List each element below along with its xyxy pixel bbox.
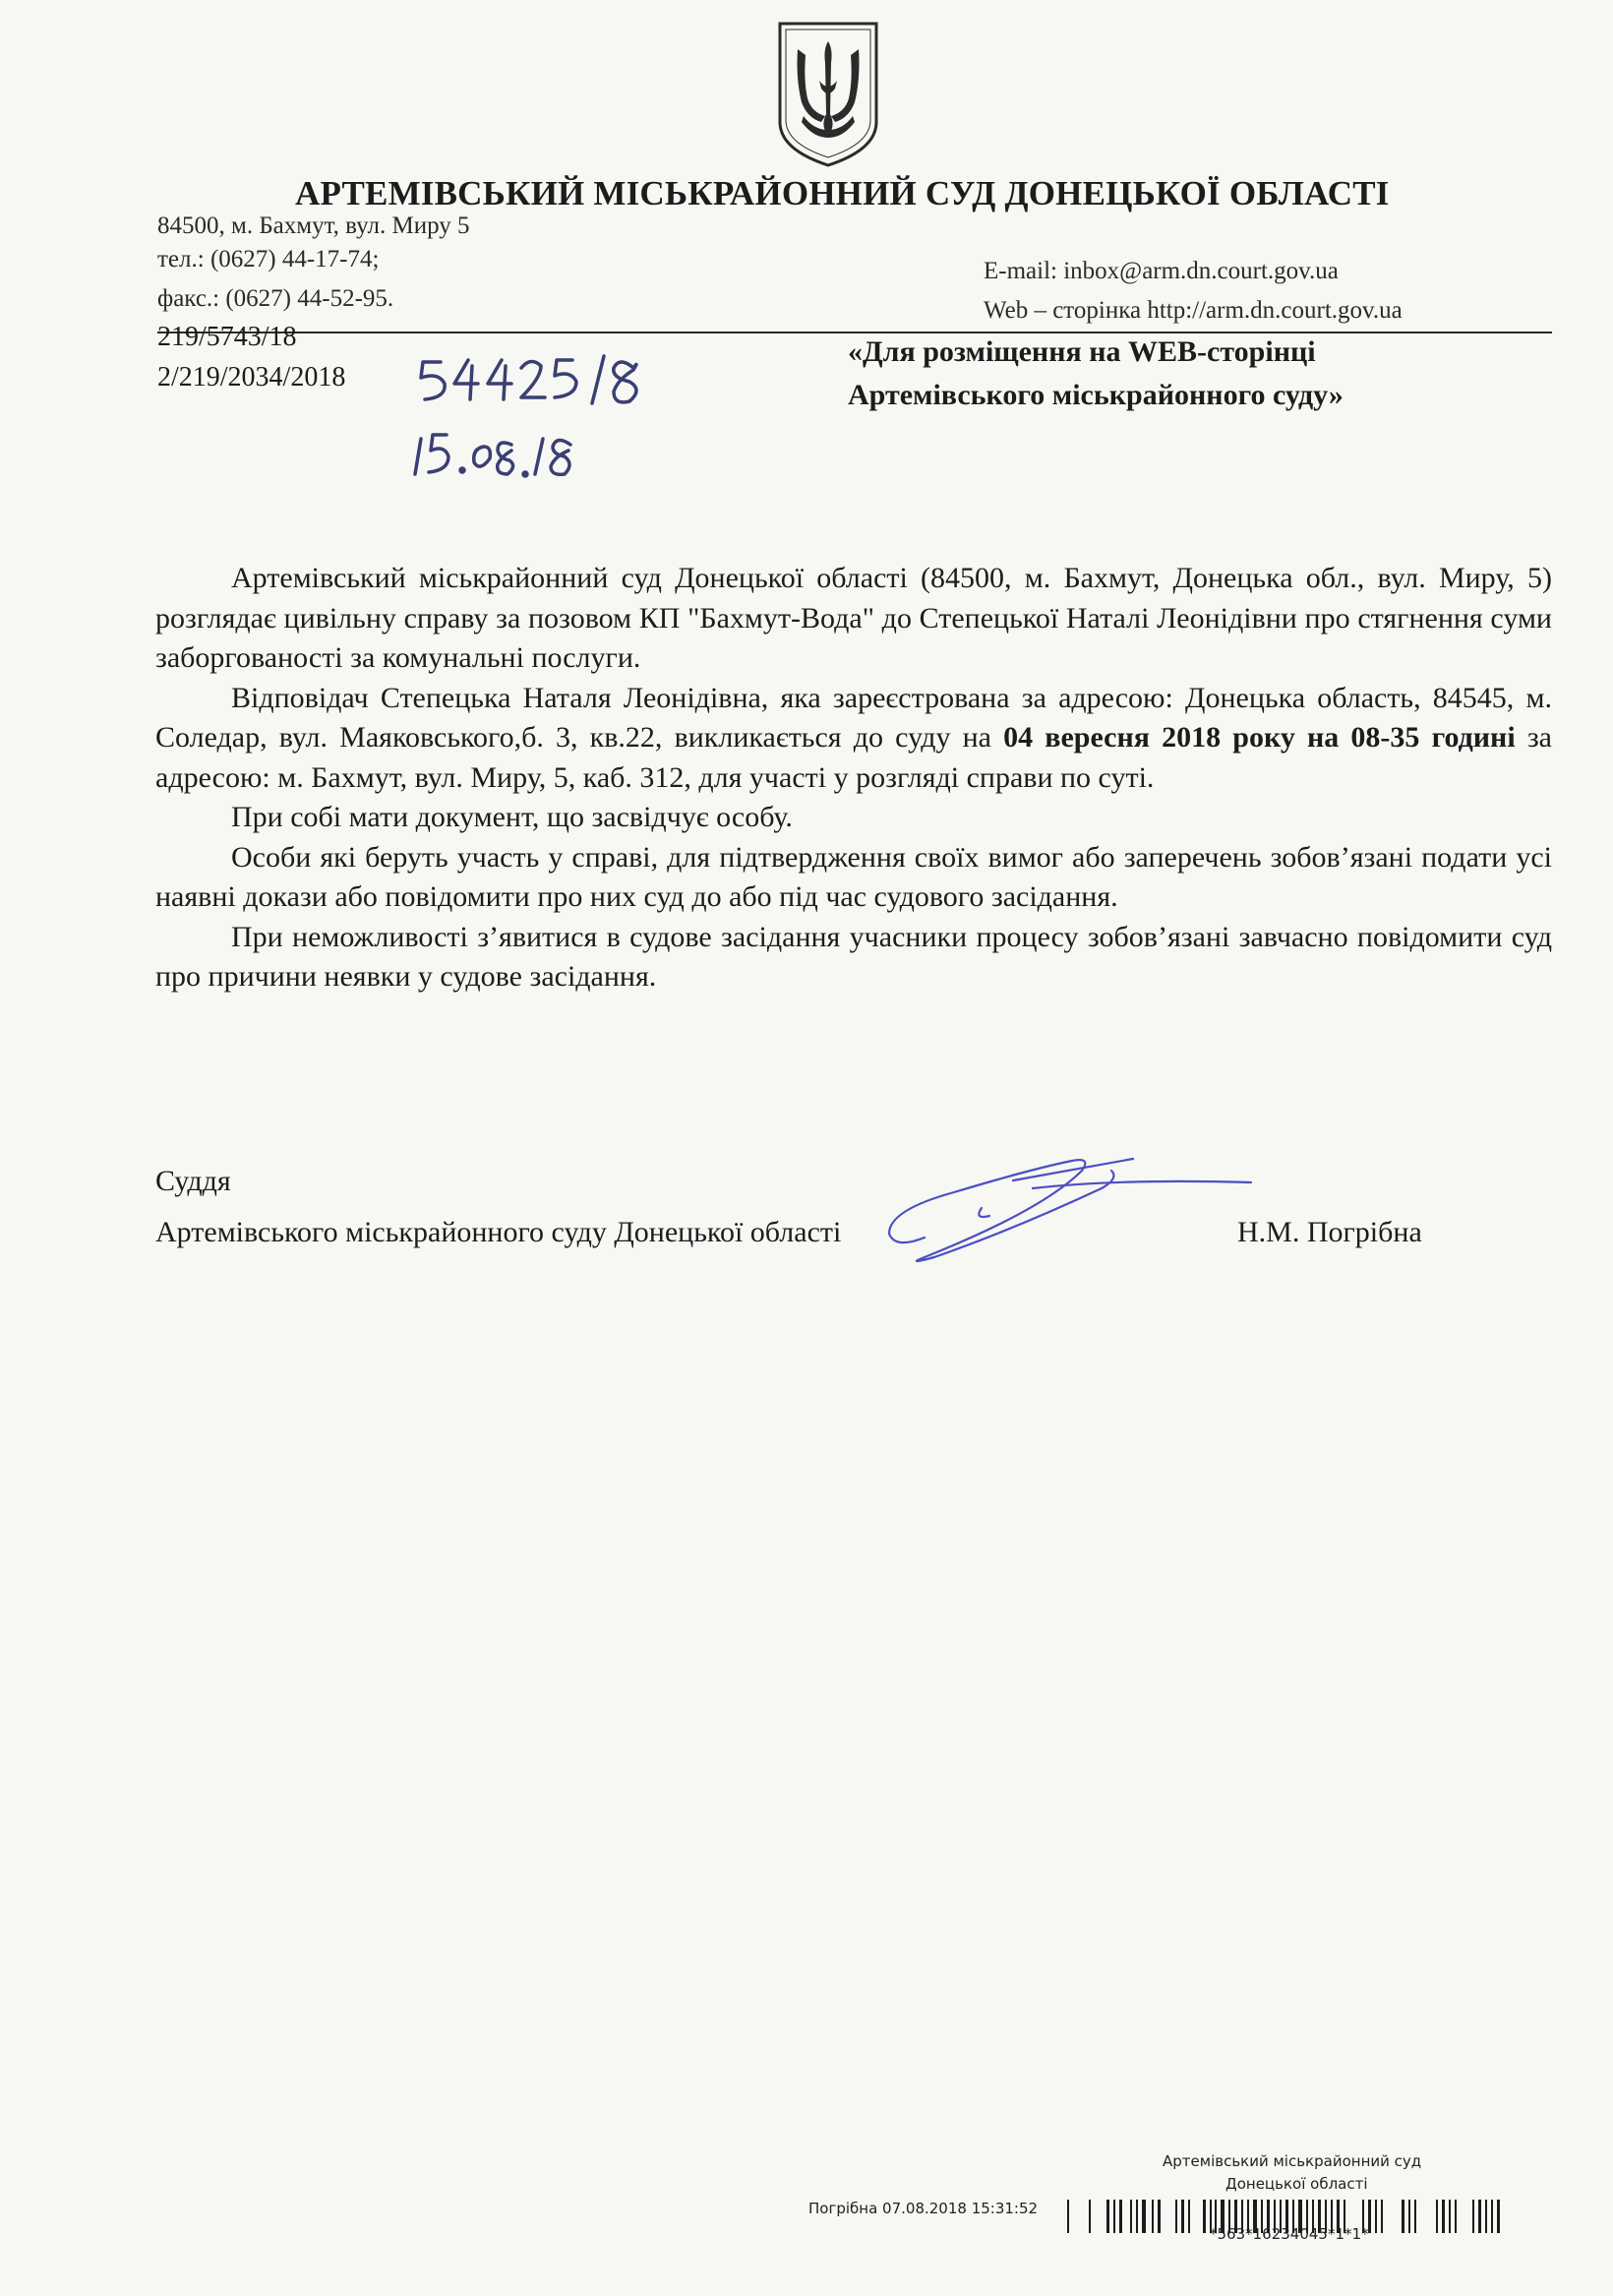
court-email: E-mail: inbox@arm.dn.court.gov.ua xyxy=(984,258,1339,284)
barcode-text: *563*16234045*1*1* xyxy=(1210,2225,1369,2243)
summons-body xyxy=(155,559,1552,997)
coat-of-arms-icon xyxy=(774,20,882,169)
web-publication-notice-line-2: Артемівського міськрайонного суду» xyxy=(848,379,1344,411)
hearing-date-time: 04 вересня 2018 року на 08-35 годині xyxy=(1003,721,1516,754)
web-publication-notice-line-1: «Для розміщення на WEB-сторінці xyxy=(848,335,1316,368)
case-number: 219/5743/18 xyxy=(157,322,297,352)
stamp-court-line-2: Донецької області xyxy=(1225,2175,1368,2193)
paragraph-absence: При неможливості з’явитися в судове засідання учасники процесу зобов’язані завчасно повідомити суд про причини неявки у судове засідання. xyxy=(155,920,1552,993)
paragraph-id-document: При собі мати документ, що засвідчує особу. xyxy=(231,801,793,833)
proceeding-number: 2/219/2034/2018 xyxy=(157,362,346,393)
paragraph-case-description: Артемівський міськрайонний суд Донецької області (84500, м. Бахмут, Донецька обл., вул. Миру, 5) розглядає цивільну справу за позовом КП "Бахмут-Вода" до Степецької Наталі Леонідівни про стягнення суми заборгованості за комунальні послуги. xyxy=(155,562,1552,674)
court-name-heading: АРТЕМІВСЬКИЙ МІСЬКРАЙОННИЙ СУД ДОНЕЦЬКОЇ ОБЛАСТІ xyxy=(295,174,1390,212)
court-website: Web – сторінка http://arm.dn.court.gov.ua xyxy=(984,297,1403,324)
paragraph-summons: Відповідач Степецька Наталя Леонідівна, яка зареєстрована за адресою: Донецька область, 84545, м. Соледар, вул. Маяковського,б. 3, кв.22, викликається до суду на 04 вересня 2018 року на 08-35 годині за адресою: м. Бахмут, вул. Миру, 5, каб. 312, для участі у розгляді справи по суті. xyxy=(155,681,1552,794)
signatory-title: Суддя xyxy=(155,1165,231,1197)
court-address: 84500, м. Бахмут, вул. Миру 5 xyxy=(157,212,470,239)
stamp-court-line-1: Артемівський міськрайонний суд xyxy=(1163,2152,1422,2170)
judge-name: Н.М. Погрібна xyxy=(1237,1216,1422,1248)
handwritten-registration-mark xyxy=(411,348,706,486)
judge-signature xyxy=(866,1141,1259,1279)
court-fax: факс.: (0627) 44-52-95. xyxy=(157,285,394,312)
registration-timestamp: Погрібна 07.08.2018 15:31:52 xyxy=(808,2200,1039,2217)
paragraph-evidence: Особи які беруть участь у справі, для підтвердження своїх вимог або заперечень зобов’язані подати усі наявні докази або повідомити про них суд до або під час судового засідання. xyxy=(155,840,1552,913)
court-phone: тел.: (0627) 44-17-74; xyxy=(157,246,380,272)
signatory-court: Артемівського міськрайонного суду Донецької області xyxy=(155,1216,842,1248)
